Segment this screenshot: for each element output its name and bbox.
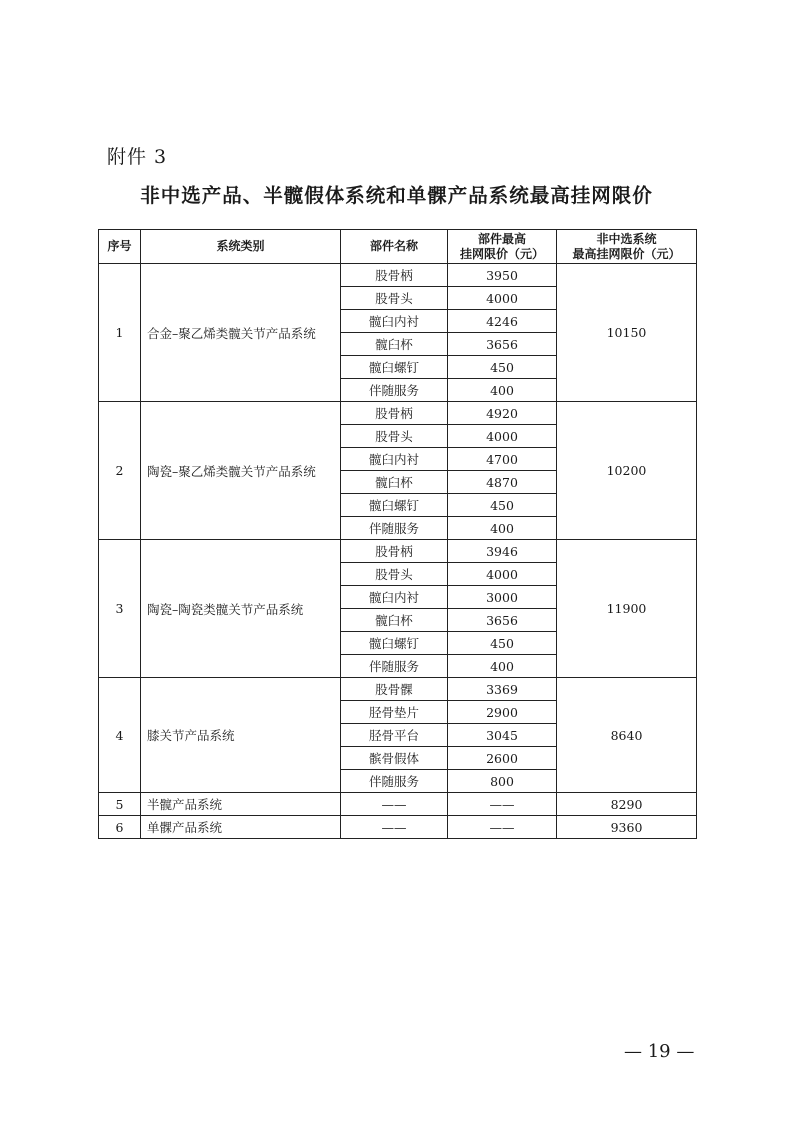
cell-part-price: 450 (448, 494, 557, 517)
cell-part-price: 3656 (448, 609, 557, 632)
table-header-row (99, 230, 697, 264)
cell-part-name: 股骨头 (341, 425, 448, 448)
cell-part-price: 2900 (448, 701, 557, 724)
cell-seq: 6 (99, 816, 141, 839)
cell-system-type: 合金–聚乙烯类髋关节产品系统 (141, 264, 341, 402)
cell-system-price: 10150 (557, 264, 697, 402)
cell-system-price: 8290 (557, 793, 697, 816)
cell-seq: 4 (99, 678, 141, 793)
cell-part-price: 450 (448, 632, 557, 655)
cell-part-price: 3656 (448, 333, 557, 356)
table-row (99, 540, 697, 563)
cell-part-name: 股骨头 (341, 287, 448, 310)
header-system-price-line2: 最高挂网限价（元） (572, 246, 681, 261)
cell-part-price: 4000 (448, 287, 557, 310)
table-row (99, 793, 697, 816)
cell-part-name: 股骨柄 (341, 540, 448, 563)
cell-part-price: 400 (448, 379, 557, 402)
cell-part-name: 股骨头 (341, 563, 448, 586)
cell-part-name: 伴随服务 (341, 770, 448, 793)
cell-part-name: 髋臼内衬 (341, 310, 448, 333)
table-row (99, 816, 697, 839)
cell-part-price: 400 (448, 517, 557, 540)
header-part-price-line1: 部件最高 (477, 231, 526, 246)
page-number: — 19 — (624, 1041, 695, 1062)
cell-part-name: —— (341, 793, 448, 816)
cell-part-price: 3369 (448, 678, 557, 701)
cell-system-type: 陶瓷–聚乙烯类髋关节产品系统 (141, 402, 341, 540)
cell-part-price: 4000 (448, 425, 557, 448)
cell-system-type: 膝关节产品系统 (141, 678, 341, 793)
cell-part-price: 400 (448, 655, 557, 678)
cell-part-name: 伴随服务 (341, 655, 448, 678)
header-seq: 序号 (99, 230, 141, 264)
header-part-price (448, 230, 557, 264)
cell-system-price: 9360 (557, 816, 697, 839)
cell-part-name: 髋臼内衬 (341, 448, 448, 471)
attachment-label: 附件 3 (107, 146, 168, 168)
cell-part-name: —— (341, 816, 448, 839)
cell-seq: 2 (99, 402, 141, 540)
cell-seq: 5 (99, 793, 141, 816)
table-row (99, 264, 697, 287)
header-system-price-line1: 非中选系统 (596, 231, 657, 246)
cell-part-price: 800 (448, 770, 557, 793)
cell-part-name: 股骨柄 (341, 402, 448, 425)
cell-part-price: 3950 (448, 264, 557, 287)
cell-part-price: 4870 (448, 471, 557, 494)
cell-part-name: 髋臼螺钉 (341, 632, 448, 655)
cell-part-price: 2600 (448, 747, 557, 770)
cell-part-name: 胫骨垫片 (341, 701, 448, 724)
cell-part-price: 4700 (448, 448, 557, 471)
cell-part-name: 髋臼杯 (341, 471, 448, 494)
cell-system-price: 10200 (557, 402, 697, 540)
cell-system-type: 半髋产品系统 (141, 793, 341, 816)
header-part-name: 部件名称 (341, 230, 448, 264)
cell-part-name: 伴随服务 (341, 517, 448, 540)
document-title: 非中选产品、半髋假体系统和单髁产品系统最高挂网限价 (140, 184, 653, 207)
cell-part-name: 髋臼内衬 (341, 586, 448, 609)
header-part-price-line2: 挂网限价（元） (459, 246, 544, 261)
cell-part-price: 3045 (448, 724, 557, 747)
cell-part-price: 3000 (448, 586, 557, 609)
cell-part-name: 髋臼杯 (341, 333, 448, 356)
cell-part-name: 股骨髁 (341, 678, 448, 701)
cell-part-price: —— (448, 793, 557, 816)
table-row (99, 402, 697, 425)
header-system-type: 系统类别 (141, 230, 341, 264)
cell-part-name: 髌骨假体 (341, 747, 448, 770)
cell-seq: 3 (99, 540, 141, 678)
table-body (99, 264, 697, 839)
cell-part-price: 450 (448, 356, 557, 379)
cell-part-name: 髋臼螺钉 (341, 356, 448, 379)
cell-part-name: 伴随服务 (341, 379, 448, 402)
cell-part-price: 4246 (448, 310, 557, 333)
cell-part-name: 胫骨平台 (341, 724, 448, 747)
cell-part-name: 股骨柄 (341, 264, 448, 287)
cell-system-type: 单髁产品系统 (141, 816, 341, 839)
cell-part-name: 髋臼螺钉 (341, 494, 448, 517)
table-row (99, 678, 697, 701)
header-system-price (557, 230, 697, 264)
cell-part-name: 髋臼杯 (341, 609, 448, 632)
cell-system-price: 8640 (557, 678, 697, 793)
cell-system-price: 11900 (557, 540, 697, 678)
cell-part-price: —— (448, 816, 557, 839)
cell-part-price: 4920 (448, 402, 557, 425)
price-limit-table (98, 229, 697, 839)
cell-seq: 1 (99, 264, 141, 402)
cell-part-price: 4000 (448, 563, 557, 586)
cell-system-type: 陶瓷–陶瓷类髋关节产品系统 (141, 540, 341, 678)
cell-part-price: 3946 (448, 540, 557, 563)
